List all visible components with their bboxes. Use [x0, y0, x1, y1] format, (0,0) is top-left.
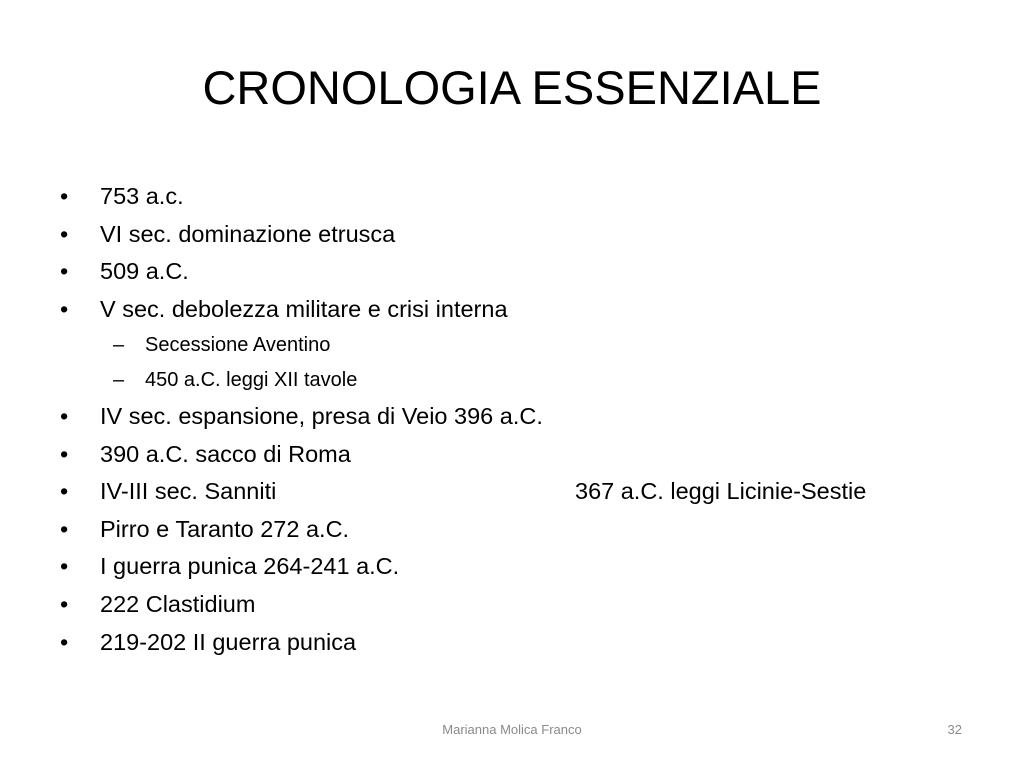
bullet-text: 509 a.C.	[100, 258, 189, 285]
bullet-item	[0, 178, 1024, 216]
bullet-item	[0, 216, 1024, 254]
bullet-item	[0, 291, 1024, 329]
bullet-item	[0, 548, 1024, 586]
bullet-marker: •	[60, 220, 69, 247]
slide-title: CRONOLOGIA ESSENZIALE	[202, 61, 822, 114]
bullet-marker: •	[60, 590, 69, 617]
footer-author: Marianna Molica Franco	[442, 722, 582, 737]
bullet-marker: •	[60, 515, 69, 542]
bullet-item	[0, 511, 1024, 549]
bullet-text: I guerra punica 264-241 a.C.	[100, 553, 400, 580]
bullet-extra-text: 367 a.C. leggi Licinie-Sestie	[575, 478, 867, 505]
bullet-text: 222 Clastidium	[100, 590, 256, 617]
bullet-marker: •	[60, 628, 69, 655]
bullet-item	[0, 473, 1024, 511]
bullet-marker: •	[60, 295, 69, 322]
bullet-item	[0, 253, 1024, 291]
bullet-marker: •	[60, 440, 69, 467]
bullet-text: V sec. debolezza militare e crisi interna	[100, 295, 508, 322]
bullet-text: 219-202 II guerra punica	[100, 628, 357, 655]
page-number: 32	[947, 722, 962, 737]
sub-bullet-marker: –	[113, 334, 125, 357]
sub-bullet-text: 450 a.C. leggi XII tavole	[145, 369, 358, 392]
bullet-text: VI sec. dominazione etrusca	[100, 220, 396, 247]
bullet-text: Pirro e Taranto 272 a.C.	[100, 515, 350, 542]
bullet-item	[0, 586, 1024, 624]
bullet-text: 753 a.c.	[100, 183, 184, 209]
bullet-marker: •	[60, 478, 69, 505]
sub-bullet-marker: –	[113, 369, 125, 392]
bullet-text: 390 a.C. sacco di Roma	[100, 440, 351, 467]
bullet-text: IV sec. espansione, presa di Veio 396 a.C.	[100, 402, 543, 429]
bullet-marker: •	[60, 402, 69, 429]
bullet-text: IV-III sec. Sanniti	[100, 478, 277, 505]
sub-bullet-text: Secessione Aventino	[145, 334, 331, 357]
sub-bullet-item	[0, 363, 1024, 398]
bullet-marker: •	[60, 553, 69, 580]
bullet-item	[0, 436, 1024, 474]
sub-bullet-item	[0, 328, 1024, 363]
bullet-marker: •	[60, 258, 69, 285]
bullet-marker: •	[60, 183, 69, 209]
bullet-item	[0, 398, 1024, 436]
bullet-list	[0, 178, 1024, 661]
bullet-item	[0, 624, 1024, 662]
